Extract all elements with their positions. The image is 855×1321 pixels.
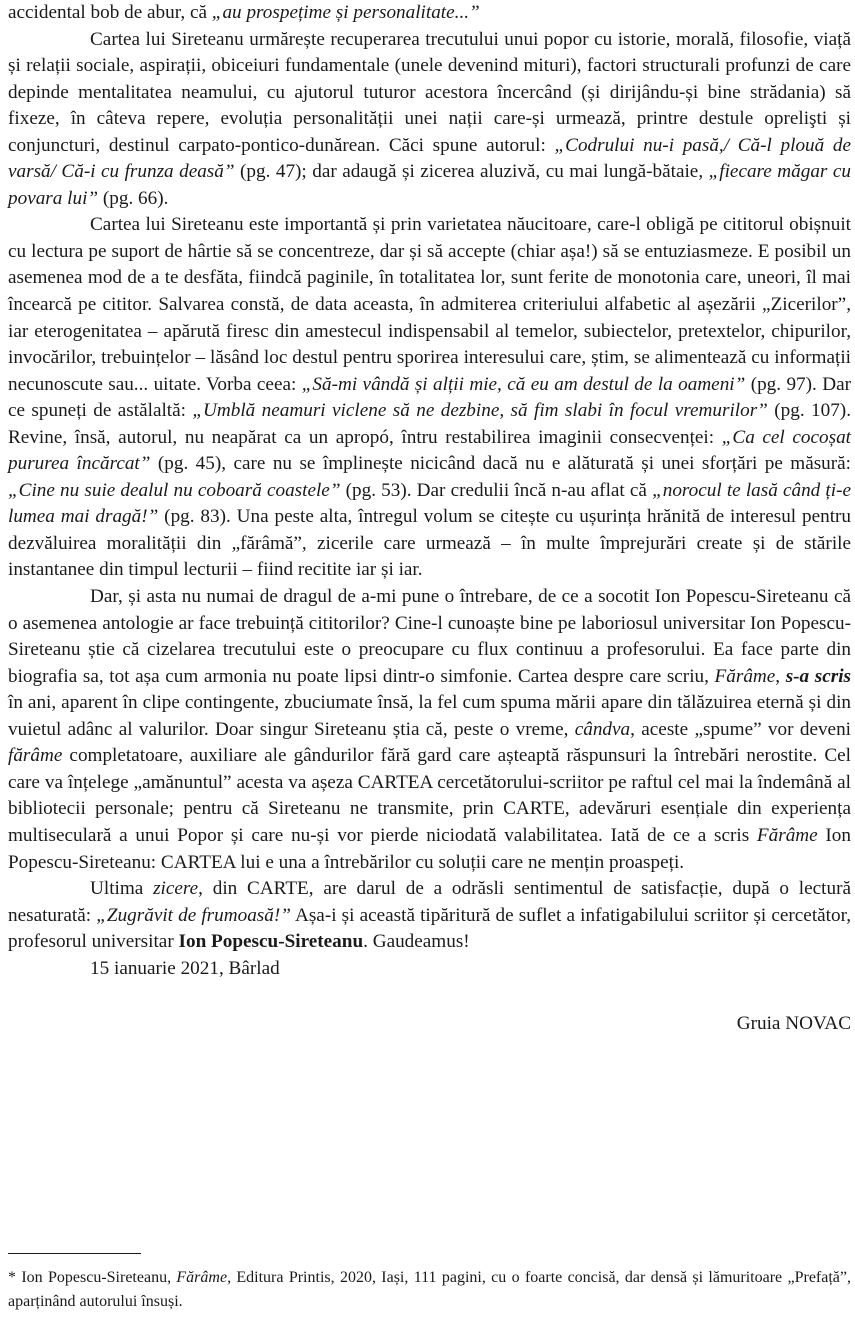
emphasis-text: Fărâme: [176, 1269, 228, 1286]
footnote-divider: [8, 1253, 141, 1254]
text-run: Dar, și asta nu numai de dragul de a-mi pune o întrebare, de ce a socotit Ion Popescu-Sireteanu că o asemenea antologie ar face trebuință cititorilor? Cine-l cunoaște bine pe laboriosul universitar Ion Popescu-Sireteanu știe că cizelarea trecutului este o preocupare cu flux continuu a profesorului. Ea face parte din biografia sa, tot așa cum armonia nu poate lipsi dintr-o simfonie. Cartea despre care scriu,: [8, 586, 851, 687]
text-run: Cartea lui Sireteanu este importantă și prin varietatea năucitoare, care-l obligă pe cititorul obișnuit cu lectura pe suport de hârtie să se concentreze, dar și să accepte (chiar așa!) să se entuziasmeze. E posibil un asemenea mod de a te desfăta, fiindcă paginile, în totalitatea lor, sunt ferite de monotonia care, uneori, îl mai încearcă pe cititor. Salvarea constă, de data aceasta, în admiterea criteriului alfabetic al așezării „Zicerilor”, iar eterogenitatea – apărută firesc din amestecul indispensabil al temelor, subiectelor, pretextelor, chipurilor, invocărilor, trebuințelor – lăsând loc destul pentru sporirea interesului care, știm, se alimentează cu informații necunoscute sau... uitate. Vorba ceea:: [8, 214, 851, 395]
emphasis-text: Ion Popescu-Sireteanu: [178, 931, 364, 953]
emphasis-text: fărâme: [8, 745, 63, 767]
text-run: , Editura Printis, 2020, Iași, 111 pagini, cu o foarte concisă, dar densă și lămuritoare „Prefață”, aparținând autorului însuși.: [8, 1269, 852, 1310]
text-run: , din CARTE, are darul de a odrăsli sentimentul de satisfacție, după o lectură nesaturată:: [8, 878, 851, 926]
text-run: (pg. 53). Dar credulii încă n-au aflat că: [340, 479, 653, 501]
emphasis-text: „Zugrăvit de frumoasă!”: [96, 904, 291, 926]
date-place: 15 ianuarie 2021, Bârlad: [90, 957, 280, 979]
text-run: (pg. 66).: [98, 187, 169, 209]
emphasis-text: Fărâme: [714, 665, 776, 687]
emphasis-text: „Să-mi vândă și alții mie, că eu am destul de la oameni”: [301, 373, 746, 395]
emphasis-text: „Codrului nu-i pasă,/ Că-l plouă de varsă/ Că-i cu frunza deasă”: [8, 134, 851, 183]
text-run: , aceste „spume” vor deveni: [630, 718, 851, 740]
text-run: (pg. 45), care nu se împlinește nicicând dacă nu e alăturată și unei sforțări pe măsură:: [150, 453, 852, 475]
emphasis-text: „Cine nu suie dealul nu coboară coastele”: [8, 479, 341, 501]
text-run: Așa-i și această tipăritură de suflet a infatigabilului scriitor și cercetător, profesorul universitar: [8, 904, 852, 953]
text-run: (pg. 83). Una peste alta, întregul volum se citește cu ușurința hrănită de interesul pentru dezvăluirea moralității din „fărâmă”, zicerile care urmează – în multe împrejurări create și de stările instantanee din timpul lecturii – fiind recitite iar și iar.: [8, 506, 852, 581]
emphasis-text: Fărâme: [756, 824, 818, 846]
emphasis-text: „fiecare măgar cu povara lui”: [8, 161, 851, 209]
paragraph: [8, 876, 851, 956]
text-run: accidental bob de abur, că: [8, 2, 212, 23]
text-run: Cartea lui Sireteanu urmărește recuperarea trecutului unui popor cu istorie, morală, filosofie, viață și relații sociale, aspirații, obiceiuri fundamentale (unele devenind mituri), factori structurali profunzi de care depinde mentalitatea neamului, cu ajutorul tuturor acestora încercând (și dirijându-și bine strădania) să fixeze, în câteva repere, evoluția personalității unei nații care-și urmează, printre destule oprelişti și conjuncturi, destinul carpato-pontico-dunărean. Căci spune autorul:: [8, 28, 851, 156]
text-run: * Ion Popescu-Sireteanu,: [8, 1269, 177, 1286]
emphasis-text: „Ca cel cocoșat pururea încărcat”: [8, 426, 851, 475]
text-run: Ultima: [90, 878, 154, 900]
author-signature: Gruia NOVAC: [736, 1013, 851, 1035]
paragraph: [8, 27, 851, 213]
text-run: în ani, aparent în clipe contingente, zbuciumate însă, la fel cum spuma mării apare din tălăzuirea eternă și din vuietul adânc al valurilor. Doar singur Sireteanu știa că, peste o vreme,: [8, 692, 851, 740]
text-run: Ion Popescu-Sireteanu: CARTEA lui e una a întrebărilor cu soluții care ne mențin proaspeți.: [8, 824, 851, 873]
emphasis-text: „au prospețime și personalitate...”: [211, 2, 480, 23]
emphasis-text: cândva: [574, 718, 631, 740]
paragraph: [8, 212, 851, 584]
text-run: (pg. 47); dar adaugă și zicerea aluzivă, cu mai lungă-bătaie,: [234, 161, 709, 183]
text-run: (pg. 107). Revine, însă, autorul, nu neapărat ca un apropó, întru restabilirea imaginii consecvenței:: [8, 400, 851, 448]
footnote: [8, 1266, 851, 1313]
emphasis-text: „norocul te lasă când ți-e lumea mai dragă!”: [8, 479, 851, 528]
article-page: [8, 0, 851, 1038]
text-run: . Gaudeamus!: [363, 931, 470, 953]
paragraph: [8, 584, 851, 876]
text-run: (pg. 97). Dar ce spuneți de astălaltă:: [8, 373, 851, 422]
emphasis-text: s-a scris: [785, 665, 851, 687]
paragraph-continuation: [8, 0, 851, 27]
emphasis-text: zicere: [153, 878, 199, 900]
text-run: completatoare, auxiliare ale gândurilor fără gard care așteaptă răspunsuri la întrebări nerostite. Cel care va înțelege „amănuntul” acesta va așeza CARTEA cercetătorului-scriitor pe raftul cel mai la îndemână al bibliotecii personale; pentru că Sireteanu ne transmite, prin CARTE, adevăruri esențiale din experiența multiseculară a unui Popor și care nu-și vor pierde niciodată valabilitatea. Iată de ce a scris: [8, 745, 851, 846]
emphasis-text: „Umblă neamuri viclene să ne dezbine, să fim slabi în focul vremurilor”: [192, 400, 768, 422]
text-run: ,: [775, 665, 786, 687]
